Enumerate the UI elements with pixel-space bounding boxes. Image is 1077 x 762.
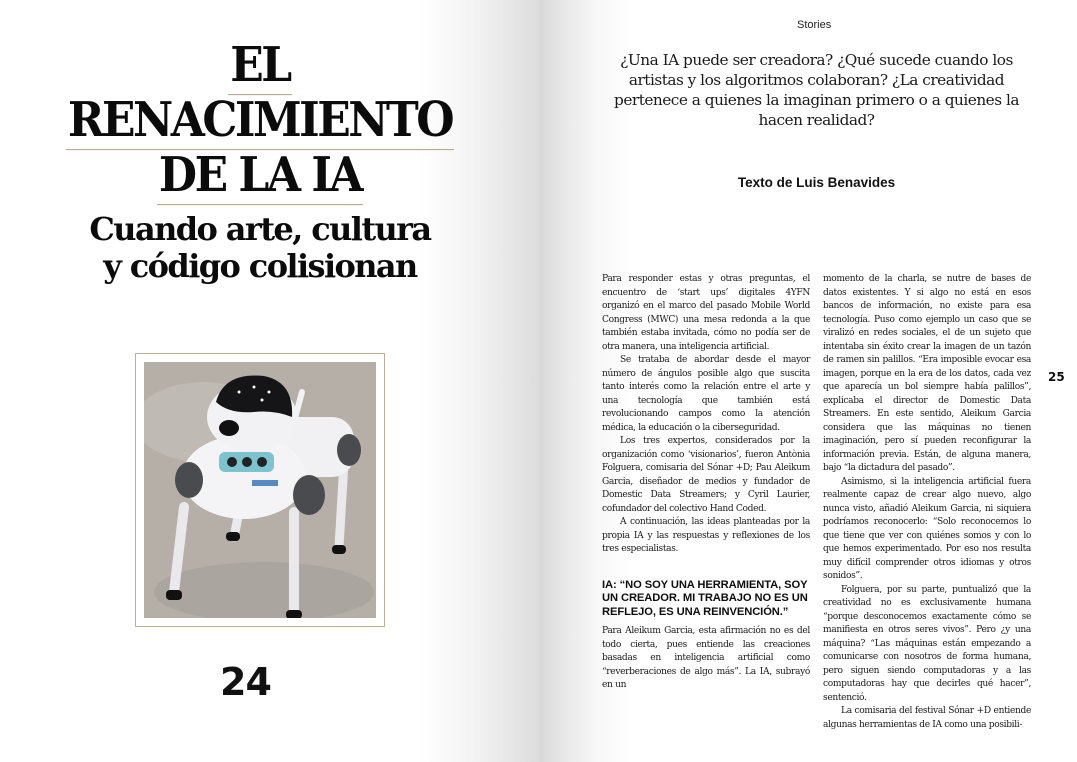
paragraph: Los tres expertos, considerados por la organización como ‘visionarios’, fueron Antònia Folguera, comisaria del Sónar +D; Pau Aleikum Garcia, diseñador de medios y fundador de Domestic Data Streamers; y Cyril Laurier, cofundador del colectivo Hand Coded.: [602, 436, 810, 514]
page-number-left: 24: [220, 660, 271, 704]
section-subhead: IA: “NO SOY UNA HERRAMIENTA, SOY UN CREADOR. MI TRABAJO NO ES UN REFLEJO, ES UNA REINVENCIÓN.”: [602, 578, 808, 618]
section-label: Stories: [797, 19, 832, 31]
headline: [60, 37, 460, 285]
subtitle-line-2: y código colisionan: [103, 247, 417, 285]
photo-frame: [135, 353, 385, 627]
body-column-2: [823, 273, 1031, 732]
subtitle-line-1: Cuando arte, cultura: [89, 210, 431, 248]
body-column-1: [602, 273, 810, 693]
paragraph: momento de la charla, se nutre de bases de datos existentes. Y si algo no está en esos bancos de información, no existe para esa tecnología. Puso como ejemplo un caso que se viralizó en redes sociales, el de un sujeto que intentaba sin éxito crear la imagen de un tazón de ramen sin palillos. “Era imposible evocar esa imagen, porque en la era de los datos, cada vez que aparecía un bol siempre había palillos”, explicaba el director de Domestic Data Streamers. En este sentido, Aleikum Garcia considera que las máquinas no tienen imaginación, pero sí pueden reconfigurar la información previa. Están, de alguna manera, bajo “la dictadura del pasado”.: [823, 274, 1031, 473]
standfirst: ¿Una IA puede ser creadora? ¿Qué sucede cuando los artistas y los algoritmos colaboran? ¿La creatividad pertenece a quienes la imaginan primero o a quienes la hacen realidad?: [614, 51, 1019, 129]
headline-line-3: DE LA IA: [157, 148, 363, 205]
paragraph: Para responder estas y otras preguntas, el encuentro de ‘start ups’ digitales 4YFN organizó en el marco del pasado Mobile World Congress (MWC) una mesa redonda a la que también estaba invitada, cómo no podía ser de otra manera, una inteligencia artificial.: [602, 274, 810, 352]
subtitle: [60, 211, 460, 285]
paragraph: Folguera, por su parte, puntualizó que la creatividad no es exclusivamente humana “porque desconocemos exactamente cómo se manifiesta en otros seres vivos”. Pero ¿y una máquina? “Las máquinas están empezando a comunicarse con nosotros de forma humana, pero siguen siendo computadoras y a las computadoras hay que decirles qué hacer”, sentenció.: [823, 584, 1031, 703]
robot-dog-photo: [144, 362, 376, 618]
paragraph: A continuación, las ideas planteadas por la propia IA y las respuestas y reflexiones de los tres especialistas.: [602, 517, 810, 554]
paragraph: Se trataba de abordar desde el mayor número de ángulos posible algo que suscita tanto interés como la relación entre el arte y una tecnología que también está revolucionando campos como la atención médica, la educación o la ciberseguridad.: [602, 355, 810, 433]
headline-line-1: EL: [228, 38, 291, 95]
byline: Texto de Luis Benavides: [737, 175, 896, 190]
headline-line-2: RENACIMIENTO: [66, 93, 454, 150]
robot-dog-illustration: [144, 362, 376, 618]
page-number-right: 25: [1048, 370, 1065, 384]
paragraph: Para Aleikum Garcia, esta afirmación no es del todo cierta, pues entiende las creaciones basadas en inteligencia artificial como “reverberaciones de algo más”. La IA, subrayó en un: [602, 626, 810, 690]
paragraph: La comisaria del festival Sónar +D entiende algunas herramientas de IA como una posibili-: [823, 706, 1031, 730]
paragraph: Asimismo, si la inteligencia artificial fuera realmente capaz de crear algo nuevo, algo nunca visto, añadió Aleikum Garcia, ni siquiera podríamos reconocerlo: “Solo reconocemos lo que tiene que ver con quiénes somos y con lo que hemos experimentado. Por eso nos resulta muy difícil comprender otros idiomas y otros sonidos”.: [823, 476, 1031, 581]
